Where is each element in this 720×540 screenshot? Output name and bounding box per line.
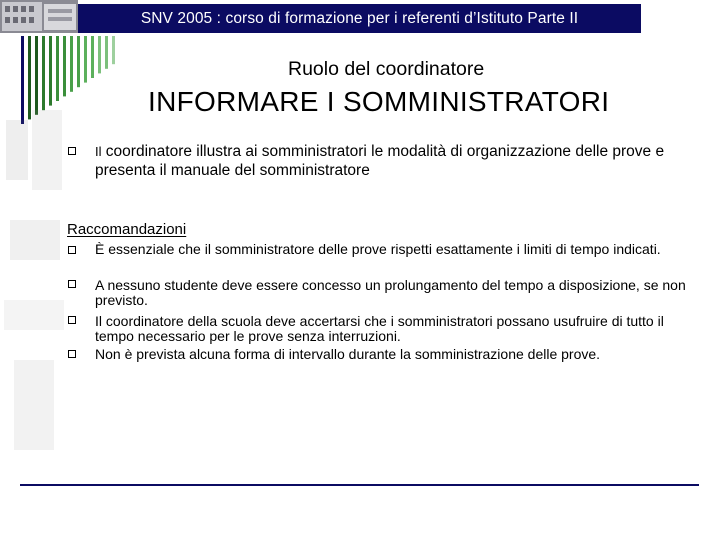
header-bar: [78, 4, 641, 33]
decorative-stripe: [98, 36, 101, 73]
square-bullet-icon: [68, 246, 76, 254]
decorative-stripe: [105, 36, 108, 69]
slide-subtitle: Ruolo del coordinatore: [288, 58, 485, 80]
decorative-stripe: [77, 36, 80, 87]
decorative-stripe: [84, 36, 87, 83]
header-title: SNV 2005 : corso di formazione per i referenti d’Istituto Parte II: [140, 9, 579, 27]
decorative-stripe: [63, 36, 66, 96]
footer-divider: [20, 484, 699, 486]
square-bullet-icon: [68, 316, 76, 324]
intro-text: coordinatore illustra ai somministratori le modalità di organizzazione delle prove e presenta il manuale del somministratore: [95, 143, 665, 179]
recommendation-item: A nessuno studente deve essere concesso un prolungamento del tempo a disposizione, se non previsto.: [95, 277, 686, 308]
recommendation-item: Il coordinatore della scuola deve accertarsi che i somministratori possano usufruire di tutto il tempo necessario per le prove senza interruzioni.: [95, 313, 664, 344]
recommendation-item: È essenziale che il somministratore delle prove rispetti esattamente i limiti di tempo indicati.: [95, 241, 661, 257]
decorative-stripe: [70, 36, 73, 92]
slide-title: INFORMARE I SOMMINISTRATORI: [148, 86, 610, 117]
intro-paragraph: [95, 142, 695, 180]
intro-lead-word: Il: [95, 144, 102, 159]
square-bullet-icon: [68, 147, 76, 155]
recommendations-heading: Raccomandazioni: [67, 221, 187, 238]
decorative-stripe: [91, 36, 94, 78]
faint-side-artwork: [0, 100, 72, 480]
decorative-stripe: [49, 36, 52, 106]
decorative-stripe: [56, 36, 59, 101]
building-photo-logo: [0, 0, 78, 33]
recommendation-item: Non è prevista alcuna forma di intervallo durante la somministrazione delle prove.: [95, 346, 601, 362]
square-bullet-icon: [68, 350, 76, 358]
square-bullet-icon: [68, 280, 76, 288]
decorative-stripe: [112, 36, 115, 64]
